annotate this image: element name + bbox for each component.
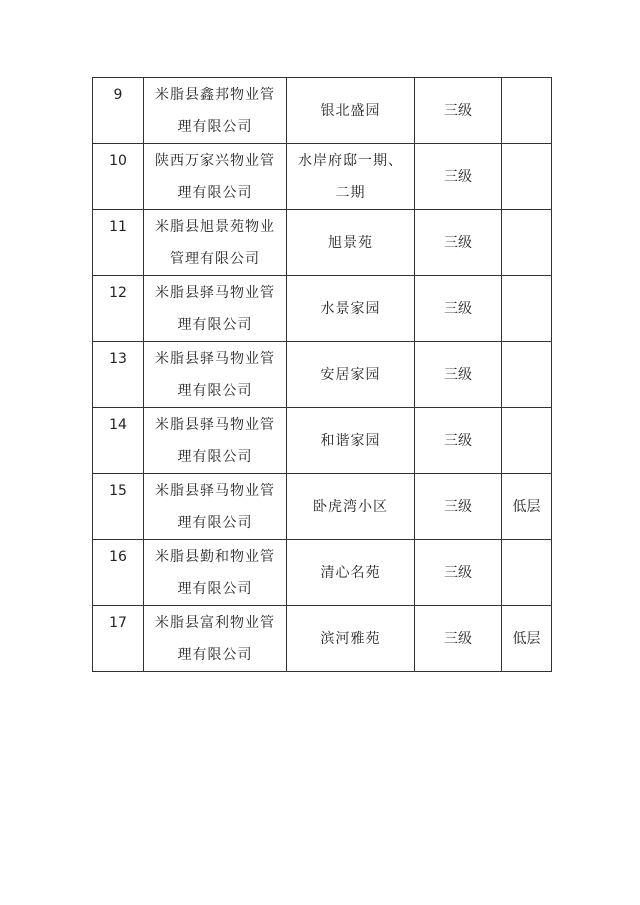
company-name bbox=[144, 540, 287, 606]
remark bbox=[502, 144, 552, 210]
project-name: 旭景苑 bbox=[287, 210, 415, 276]
company-name-text: 米脂县驿马物业管理有限公司 bbox=[155, 284, 275, 333]
project-name: 水岸府邸一期、二期 bbox=[287, 144, 415, 210]
table-row bbox=[93, 78, 552, 144]
row-number: 9 bbox=[93, 78, 144, 144]
table-row bbox=[93, 474, 552, 540]
row-number: 15 bbox=[93, 474, 144, 540]
company-name-text: 米脂县旭景苑物业管理有限公司 bbox=[155, 218, 275, 267]
project-name: 安居家园 bbox=[287, 342, 415, 408]
company-name-text: 米脂县驿马物业管理有限公司 bbox=[155, 416, 275, 465]
remark bbox=[502, 210, 552, 276]
qualification-level: 三级 bbox=[415, 342, 502, 408]
project-name: 清心名苑 bbox=[287, 540, 415, 606]
row-number: 11 bbox=[93, 210, 144, 276]
qualification-level: 三级 bbox=[415, 408, 502, 474]
company-name bbox=[144, 144, 287, 210]
remark bbox=[502, 540, 552, 606]
company-name bbox=[144, 342, 287, 408]
row-number: 14 bbox=[93, 408, 144, 474]
property-company-table bbox=[92, 77, 552, 672]
qualification-level: 三级 bbox=[415, 144, 502, 210]
company-name-text: 米脂县驿马物业管理有限公司 bbox=[155, 350, 275, 399]
table-row bbox=[93, 144, 552, 210]
company-name-text: 米脂县勤和物业管理有限公司 bbox=[155, 548, 275, 597]
company-name bbox=[144, 408, 287, 474]
row-number: 13 bbox=[93, 342, 144, 408]
qualification-level: 三级 bbox=[415, 474, 502, 540]
qualification-level: 三级 bbox=[415, 276, 502, 342]
remark bbox=[502, 342, 552, 408]
project-name: 滨河雅苑 bbox=[287, 606, 415, 672]
company-name bbox=[144, 78, 287, 144]
company-name-text: 米脂县鑫邦物业管理有限公司 bbox=[155, 86, 275, 135]
company-name-text: 米脂县富利物业管理有限公司 bbox=[155, 614, 275, 663]
company-name bbox=[144, 474, 287, 540]
qualification-level: 三级 bbox=[415, 210, 502, 276]
company-name bbox=[144, 276, 287, 342]
project-name: 和谐家园 bbox=[287, 408, 415, 474]
qualification-level: 三级 bbox=[415, 540, 502, 606]
row-number: 10 bbox=[93, 144, 144, 210]
table-row bbox=[93, 606, 552, 672]
remark bbox=[502, 276, 552, 342]
table-row bbox=[93, 408, 552, 474]
remark: 低层 bbox=[502, 606, 552, 672]
row-number: 12 bbox=[93, 276, 144, 342]
company-name bbox=[144, 606, 287, 672]
row-number: 16 bbox=[93, 540, 144, 606]
table-row bbox=[93, 210, 552, 276]
company-name bbox=[144, 210, 287, 276]
project-name: 水景家园 bbox=[287, 276, 415, 342]
remark bbox=[502, 408, 552, 474]
row-number: 17 bbox=[93, 606, 144, 672]
remark bbox=[502, 78, 552, 144]
company-name-text: 米脂县驿马物业管理有限公司 bbox=[155, 482, 275, 531]
company-name-text: 陕西万家兴物业管理有限公司 bbox=[155, 152, 275, 201]
table-body bbox=[93, 78, 552, 672]
table-row bbox=[93, 540, 552, 606]
table-row bbox=[93, 342, 552, 408]
qualification-level: 三级 bbox=[415, 78, 502, 144]
project-name: 银北盛园 bbox=[287, 78, 415, 144]
qualification-level: 三级 bbox=[415, 606, 502, 672]
table-row bbox=[93, 276, 552, 342]
project-name: 卧虎湾小区 bbox=[287, 474, 415, 540]
remark: 低层 bbox=[502, 474, 552, 540]
